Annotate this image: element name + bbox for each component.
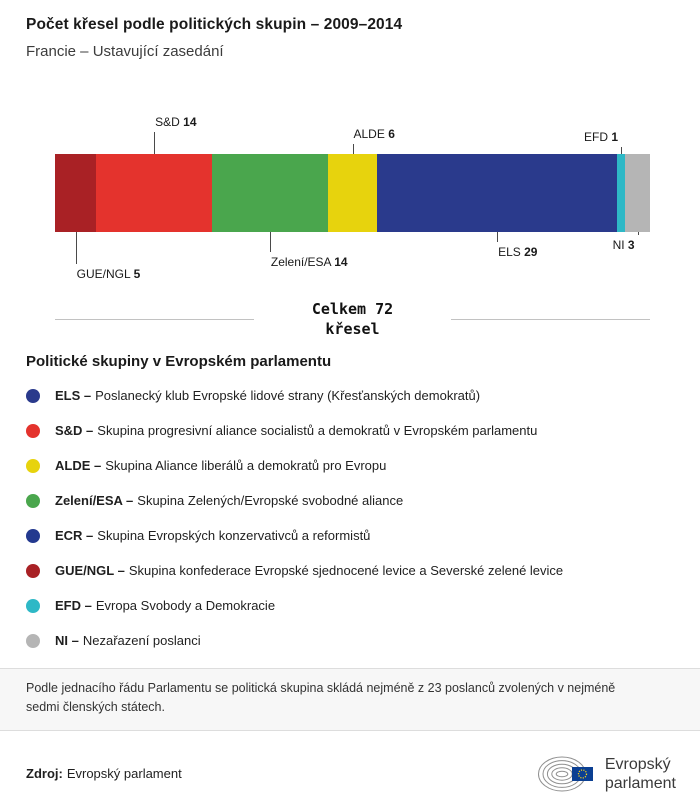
callout-line-NI [638, 232, 639, 235]
header [0, 0, 700, 60]
source-line [26, 766, 182, 781]
legend-dot-ecr [26, 529, 40, 543]
page-subtitle: Francie – Ustavující zasedání [26, 43, 224, 60]
page-title: Počet křesel podle politických skupin – 2009–2014 [26, 16, 403, 33]
legend-item-alde [26, 458, 674, 473]
callout-line-S&D [154, 132, 155, 154]
legend-desc: Skupina Zelených/Evropské svobodné aliance [137, 493, 404, 508]
legend-desc: Poslanecký klub Evropské lidové strany (Křesťanských demokratů) [95, 388, 481, 403]
chart-area [55, 112, 650, 288]
legend-abbr: Zelení/ESA – [55, 493, 134, 508]
total-rule-right [451, 319, 650, 320]
footnote: Podle jednacího řádu Parlamentu se politická skupina skládá nejméně z 23 poslanců zvolených v nejméně sedmi členských státech. [0, 668, 700, 731]
legend-abbr: ALDE – [55, 458, 102, 473]
legend-item-efd [26, 598, 674, 613]
total-rule-left [55, 319, 254, 320]
stacked-bar [55, 154, 650, 232]
legend-dot-els [26, 389, 40, 403]
logo-text-line1: Evropský [604, 755, 671, 773]
legend-desc: Nezařazení poslanci [82, 633, 201, 648]
source-value: Evropský parlament [66, 766, 182, 782]
bar-segment-ALDE [328, 154, 378, 232]
legend-abbr: EFD – [55, 598, 92, 613]
legend-abbr: GUE/NGL – [55, 563, 125, 578]
hemicycle-flag-icon [537, 753, 595, 795]
total-label [312, 300, 393, 339]
legend-dot-gue-ngl [26, 564, 40, 578]
footer [0, 731, 700, 795]
legend-dot-sd [26, 424, 40, 438]
total-row [55, 300, 650, 339]
callout-line-ELS [497, 232, 498, 242]
callout-label-ELS: ELS 29 [498, 245, 538, 259]
callout-label-Zelení/ESA: Zelení/ESA 14 [270, 255, 348, 269]
bar-segment-ELS [377, 154, 617, 232]
legend-item-gue-ngl [26, 563, 674, 578]
legend-desc: Skupina Evropských konzervativců a reformistů [97, 528, 371, 543]
logo-text-line2: parlament [604, 774, 676, 792]
bar-segment-NI [625, 154, 650, 232]
callout-label-GUE/NGL: GUE/NGL 5 [76, 267, 141, 281]
legend-dot-efd [26, 599, 40, 613]
callout-line-ALDE [353, 144, 354, 154]
callout-label-S&D: S&D 14 [155, 115, 197, 129]
legend-item-ecr [26, 528, 674, 543]
callout-line-Zelení/ESA [270, 232, 271, 252]
callout-label-NI: NI 3 [612, 238, 635, 252]
callout-line-EFD [621, 147, 622, 154]
logo-text [605, 755, 676, 793]
european-parliament-logo [537, 753, 676, 795]
bar-segment-S&D [96, 154, 212, 232]
legend-dot-ni [26, 634, 40, 648]
legend-item-sd [26, 423, 674, 438]
legend-item-ni [26, 633, 674, 648]
legend-dot-zeleni-esa [26, 494, 40, 508]
legend-abbr: NI – [55, 633, 79, 648]
callout-line-GUE/NGL [76, 232, 77, 264]
total-label-line1: Celkem 72 [311, 300, 394, 318]
legend-heading: Politické skupiny v Evropském parlamentu [26, 353, 332, 370]
legend-abbr: S&D – [55, 423, 94, 438]
bar-segment-GUE/NGL [55, 154, 96, 232]
bar-segment-Zelení/ESA [212, 154, 328, 232]
source-label: Zdroj: [26, 766, 63, 782]
legend-desc: Skupina konfederace Evropské sjednocené levice a Severské zelené levice [128, 563, 564, 578]
legend-desc: Evropa Svobody a Demokracie [95, 598, 276, 613]
legend-desc: Skupina progresivní aliance socialistů a demokratů v Evropském parlamentu [97, 423, 538, 438]
legend-desc: Skupina Aliance liberálů a demokratů pro Evropu [105, 458, 387, 473]
legend-abbr: ECR – [55, 528, 94, 543]
callout-label-EFD: EFD 1 [584, 130, 619, 144]
legend-item-els [26, 388, 674, 403]
bar-segment-EFD [617, 154, 625, 232]
callout-label-ALDE: ALDE 6 [353, 127, 395, 141]
legend-abbr: ELS – [55, 388, 92, 403]
legend-dot-alde [26, 459, 40, 473]
total-label-line2: křesel [325, 319, 380, 338]
legend [0, 339, 700, 648]
legend-item-zeleni-esa [26, 493, 674, 508]
